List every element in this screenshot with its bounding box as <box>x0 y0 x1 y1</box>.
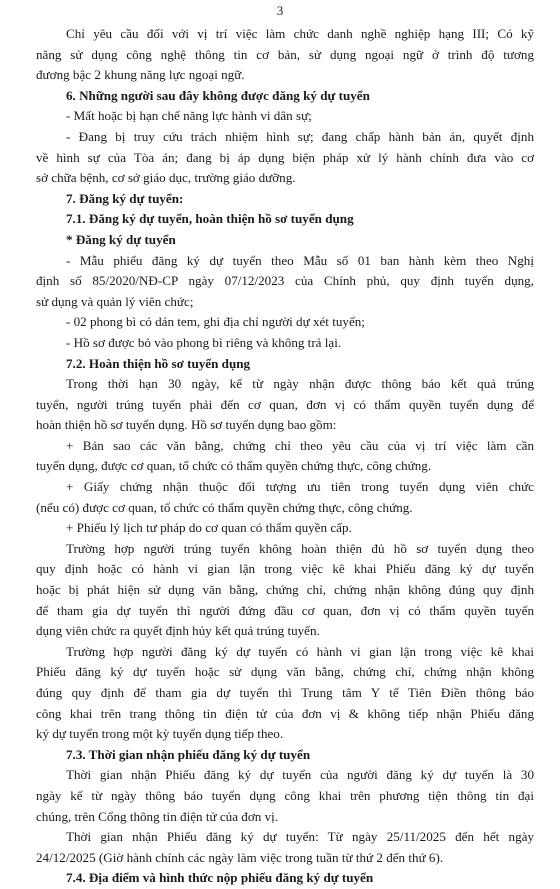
text-line: + Bản sao các văn bằng, chứng chỉ theo yêu cầu của vị trí việc làm cần <box>66 437 534 453</box>
section-heading: 7.3. Thời gian nhận phiếu đăng ký dự tuyển <box>66 746 311 762</box>
text-line: Chỉ yêu cầu đối với vị trí việc làm chức danh nghề nghiệp hạng III; Có kỹ <box>66 26 534 41</box>
section-heading: 7.2. Hoàn thiện hồ sơ tuyển dụng <box>66 355 251 371</box>
text-line: quy định hoặc có hành vi gian lận trong việc kê khai Phiếu đăng ký dự tuyển <box>36 561 534 577</box>
text-line: 24/12/2025 (Giờ hành chính các ngày làm việc trong tuần từ thứ 2 đến thứ 6). <box>36 849 444 865</box>
text-line: công khai trên trang thông tin điện tử của đơn vị & không tiếp nhận Phiếu đăng <box>36 705 534 721</box>
text-line: để tham gia dự tuyển thì người đứng đầu cơ quan, đơn vị có thẩm quyền tuyển <box>36 602 534 618</box>
section-heading: 7. Đăng ký dự tuyển: <box>66 190 184 206</box>
text-line: - Đang bị truy cứu trách nhiệm hình sự; đang chấp hành bản án, quyết định <box>66 128 534 144</box>
text-line: Phiếu đăng ký dự tuyển hoặc sử dụng văn bằng, chứng chỉ, chứng nhận không <box>36 664 534 680</box>
text-line: + Phiếu lý lịch tư pháp do cơ quan có thẩm quyền cấp. <box>66 520 352 536</box>
text-line: hoặc bị phát hiện sử dụng văn bằng, chứng chỉ, chứng nhận không đúng quy định <box>36 582 534 598</box>
text-line: ký dự tuyển trong một kỳ tuyển dụng tiếp theo. <box>36 726 284 742</box>
text-line: đương bậc 2 khung năng lực ngoại ngữ. <box>36 67 245 83</box>
text-line: sở chữa bệnh, cơ sở giáo dục, trường giáo dưỡng. <box>36 170 296 186</box>
text-line: Thời gian nhận Phiếu đăng ký dự tuyển: Từ ngày 25/11/2025 đến hết ngày <box>66 829 534 845</box>
text-line: - Mẫu phiếu đăng ký dự tuyển theo Mẫu số 01 ban hành kèm theo Nghị <box>66 252 534 268</box>
text-line: (nếu có) được cơ quan, tổ chức có thẩm quyền chứng thực, công chứng. <box>36 499 413 515</box>
text-line: - Hồ sơ được bỏ vào phong bì riêng và không trả lại. <box>66 334 342 350</box>
section-heading: 6. Những người sau đây không được đăng ký dự tuyển <box>66 87 370 103</box>
text-line: Trường hợp người đăng ký dự tuyển có hành vi gian lận trong việc kê khai <box>66 643 534 659</box>
section-heading: 7.1. Đăng ký dự tuyển, hoàn thiện hồ sơ tuyển dụng <box>66 211 354 227</box>
text-line: dụng viên chức ra quyết định hủy kết quả trúng tuyển. <box>36 623 320 639</box>
text-line: - Mất hoặc bị hạn chế năng lực hành vi dân sự; <box>66 108 312 124</box>
text-line: tuyển dụng, được cơ quan, tổ chức có thẩm quyền chứng thực, công chứng. <box>36 458 432 474</box>
text-line: định số 85/2020/NĐ-CP ngày 07/12/2023 của Chính phủ, quy định tuyển dụng, <box>36 273 534 289</box>
text-line: đúng quy định để tham gia dự tuyển thì Trung tâm Y tế Tiên Điền thông báo <box>36 685 534 700</box>
section-heading: * Đăng ký dự tuyển <box>66 231 176 247</box>
text-line: ngày kể từ ngày thông báo tuyển dụng công khai trên phương tiện thông tin đại <box>36 787 534 803</box>
text-line: Thời gian nhận Phiếu đăng ký dự tuyển của người đăng ký dự tuyển là 30 <box>66 767 534 783</box>
text-line: hoàn thiện hồ sơ tuyển dụng. Hồ sơ tuyển dụng bao gồm: <box>36 417 337 433</box>
text-line: Trong thời hạn 30 ngày, kể từ ngày nhận được thông báo kết quả trúng <box>66 376 534 392</box>
text-line: về hình sự của Tòa án; đang bị áp dụng biện pháp xử lý hành chính đưa vào cơ <box>36 149 534 165</box>
page-number: 3 <box>276 3 284 18</box>
text-line: Trường hợp người trúng tuyển không hoàn thiện đủ hồ sơ tuyển dụng theo <box>66 540 534 556</box>
document-body <box>36 24 534 889</box>
text-line: - 02 phong bì có dán tem, ghi địa chỉ người dự xét tuyển; <box>66 314 365 330</box>
text-line: + Giấy chứng nhận thuộc đối tượng ưu tiên trong tuyển dụng viên chức <box>66 479 534 495</box>
text-line: sử dụng và quản lý viên chức; <box>36 293 194 309</box>
text-line: tuyển, người trúng tuyển phải đến cơ quan, đơn vị có thẩm quyền tuyển dụng để <box>36 396 534 412</box>
section-heading: 7.4. Địa điểm và hình thức nộp phiếu đăng ký dự tuyển <box>66 870 374 886</box>
text-line: chúng, trên Cổng thông tin điện tử của đơn vị. <box>36 808 279 824</box>
text-line: năng sử dụng công nghệ thông tin cơ bản, sử dụng ngoại ngữ ở trình độ tương <box>36 46 534 62</box>
